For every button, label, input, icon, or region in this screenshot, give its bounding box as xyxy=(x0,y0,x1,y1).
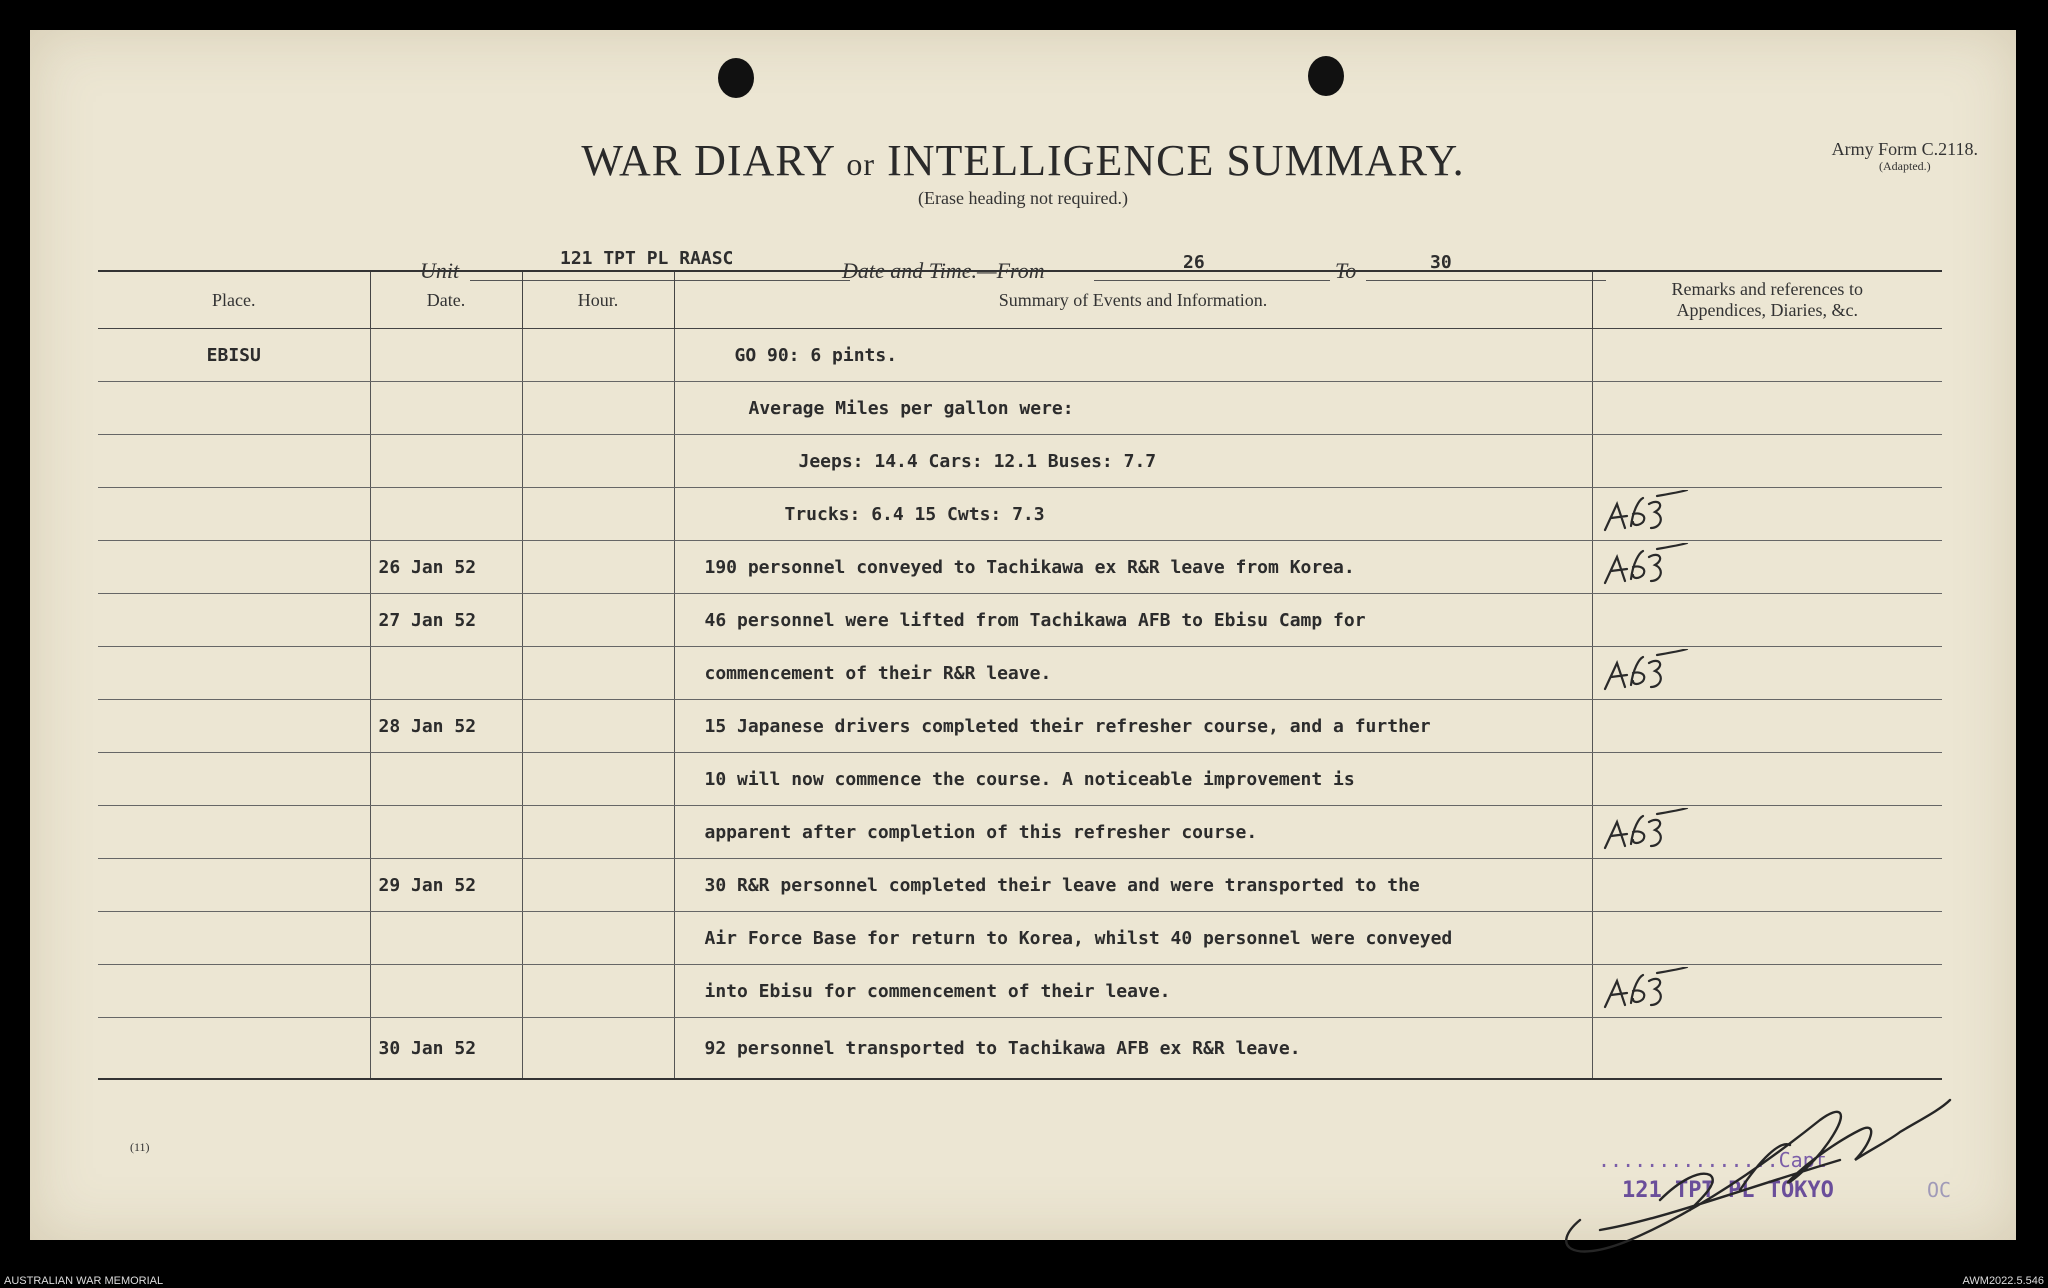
summary-cell: into Ebisu for commencement of their leave. xyxy=(674,965,1592,1018)
title-or: or xyxy=(846,146,876,182)
date-cell: 29 Jan 52 xyxy=(370,859,522,912)
table-row xyxy=(98,753,1942,806)
place-cell xyxy=(98,435,370,488)
hour-cell xyxy=(522,1018,674,1080)
form-number xyxy=(1832,140,1978,173)
date-cell: 30 Jan 52 xyxy=(370,1018,522,1080)
table-row xyxy=(98,859,1942,912)
hour-cell xyxy=(522,700,674,753)
col-header-date: Date. xyxy=(370,271,522,329)
col-header-hour: Hour. xyxy=(522,271,674,329)
summary-cell: 92 personnel transported to Tachikawa AFB ex R&R leave. xyxy=(674,1018,1592,1080)
place-cell xyxy=(98,700,370,753)
date-cell xyxy=(370,965,522,1018)
remarks-cell xyxy=(1592,541,1942,594)
table-row xyxy=(98,329,1942,382)
hour-cell xyxy=(522,753,674,806)
table-row xyxy=(98,965,1942,1018)
summary-cell: commencement of their R&R leave. xyxy=(674,647,1592,700)
place-cell xyxy=(98,647,370,700)
summary-cell: apparent after completion of this refresher course. xyxy=(674,806,1592,859)
summary-cell: Air Force Base for return to Korea, whilst 40 personnel were conveyed xyxy=(674,912,1592,965)
place-cell: EBISU xyxy=(98,329,370,382)
hour-cell xyxy=(522,329,674,382)
remarks-cell xyxy=(1592,329,1942,382)
hour-cell xyxy=(522,859,674,912)
place-cell xyxy=(98,488,370,541)
summary-cell: 30 R&R personnel completed their leave and were transported to the xyxy=(674,859,1592,912)
remarks-cell xyxy=(1592,700,1942,753)
table-row xyxy=(98,594,1942,647)
place-cell xyxy=(98,806,370,859)
summary-cell: 190 personnel conveyed to Tachikawa ex R&R leave from Korea. xyxy=(674,541,1592,594)
officer-initials xyxy=(1599,490,1689,540)
remarks-header-line1: Remarks and references to xyxy=(1671,279,1863,299)
table-row xyxy=(98,647,1942,700)
date-cell xyxy=(370,806,522,859)
summary-cell: 10 will now commence the course. A noticeable improvement is xyxy=(674,753,1592,806)
officer-initials xyxy=(1599,967,1689,1017)
summary-cell: Average Miles per gallon were: xyxy=(674,382,1592,435)
date-cell xyxy=(370,753,522,806)
subtitle: (Erase heading not required.) xyxy=(918,188,1128,208)
remarks-cell xyxy=(1592,806,1942,859)
diary-page xyxy=(30,30,2016,1240)
title-intelligence-summary: INTELLIGENCE SUMMARY. xyxy=(887,136,1465,185)
date-cell: 27 Jan 52 xyxy=(370,594,522,647)
remarks-cell xyxy=(1592,488,1942,541)
place-cell xyxy=(98,1018,370,1080)
summary-cell: 15 Japanese drivers completed their refresher course, and a further xyxy=(674,700,1592,753)
hour-cell xyxy=(522,488,674,541)
unit-value: 121 TPT PL RAASC xyxy=(560,248,734,269)
col-header-place: Place. xyxy=(98,271,370,329)
unit-stamp: 121 TPT PL TOKYO xyxy=(1622,1178,1834,1203)
remarks-cell xyxy=(1592,382,1942,435)
date-cell xyxy=(370,329,522,382)
place-cell xyxy=(98,594,370,647)
table-row xyxy=(98,806,1942,859)
punch-hole xyxy=(1308,56,1344,96)
summary-cell: Jeeps: 14.4 Cars: 12.1 Buses: 7.7 xyxy=(674,435,1592,488)
table-row xyxy=(98,488,1942,541)
diary-table xyxy=(98,270,1942,1080)
officer-initials xyxy=(1599,649,1689,699)
place-cell xyxy=(98,965,370,1018)
summary-cell: GO 90: 6 pints. xyxy=(674,329,1592,382)
table-row xyxy=(98,435,1942,488)
place-cell xyxy=(98,753,370,806)
date-cell xyxy=(370,912,522,965)
unit-label: Unit xyxy=(420,258,460,283)
remarks-cell xyxy=(1592,435,1942,488)
hour-cell xyxy=(522,541,674,594)
capt-stamp-line: ...............Capt xyxy=(1598,1148,1827,1172)
from-value: 26 xyxy=(1183,252,1205,273)
place-cell xyxy=(98,912,370,965)
hour-cell xyxy=(522,382,674,435)
to-value: 30 xyxy=(1430,252,1452,273)
to-label: To xyxy=(1335,258,1357,283)
date-cell: 28 Jan 52 xyxy=(370,700,522,753)
place-cell xyxy=(98,859,370,912)
place-cell xyxy=(98,541,370,594)
summary-cell: Trucks: 6.4 15 Cwts: 7.3 xyxy=(674,488,1592,541)
title-war-diary: WAR DIARY xyxy=(581,136,835,185)
table-header-row xyxy=(98,271,1942,329)
page-title xyxy=(30,135,2016,186)
remarks-header-line2: Appendices, Diaries, &c. xyxy=(1676,300,1858,320)
source-credit-left: AUSTRALIAN WAR MEMORIAL xyxy=(4,1275,164,1287)
form-adapted-label: (Adapted.) xyxy=(1879,158,1931,173)
hour-cell xyxy=(522,806,674,859)
page-number: (11) xyxy=(130,1140,150,1154)
hour-cell xyxy=(522,912,674,965)
remarks-cell xyxy=(1592,965,1942,1018)
table-row xyxy=(98,541,1942,594)
col-header-summary: Summary of Events and Information. xyxy=(674,271,1592,329)
summary-cell: 46 personnel were lifted from Tachikawa AFB to Ebisu Camp for xyxy=(674,594,1592,647)
date-time-from-label: Date and Time.—From xyxy=(842,258,1045,283)
source-credit-right: AWM2022.5.546 xyxy=(1962,1275,2044,1287)
date-cell xyxy=(370,488,522,541)
table-row xyxy=(98,382,1942,435)
col-header-remarks xyxy=(1592,271,1942,329)
remarks-cell xyxy=(1592,594,1942,647)
date-cell xyxy=(370,647,522,700)
officer-initials xyxy=(1599,543,1689,593)
remarks-cell xyxy=(1592,912,1942,965)
hour-cell xyxy=(522,647,674,700)
hour-cell xyxy=(522,965,674,1018)
punch-hole xyxy=(718,58,754,98)
hour-cell xyxy=(522,594,674,647)
hour-cell xyxy=(522,435,674,488)
remarks-cell xyxy=(1592,753,1942,806)
form-number-label: Army Form C.2118. xyxy=(1831,139,1978,159)
officer-signature xyxy=(1540,1070,1960,1270)
officer-initials xyxy=(1599,808,1689,858)
remarks-cell xyxy=(1592,647,1942,700)
date-cell xyxy=(370,382,522,435)
date-cell xyxy=(370,435,522,488)
table-row xyxy=(98,912,1942,965)
remarks-cell xyxy=(1592,859,1942,912)
table-row xyxy=(98,700,1942,753)
date-cell: 26 Jan 52 xyxy=(370,541,522,594)
oc-stamp: OC xyxy=(1927,1178,1952,1202)
place-cell xyxy=(98,382,370,435)
